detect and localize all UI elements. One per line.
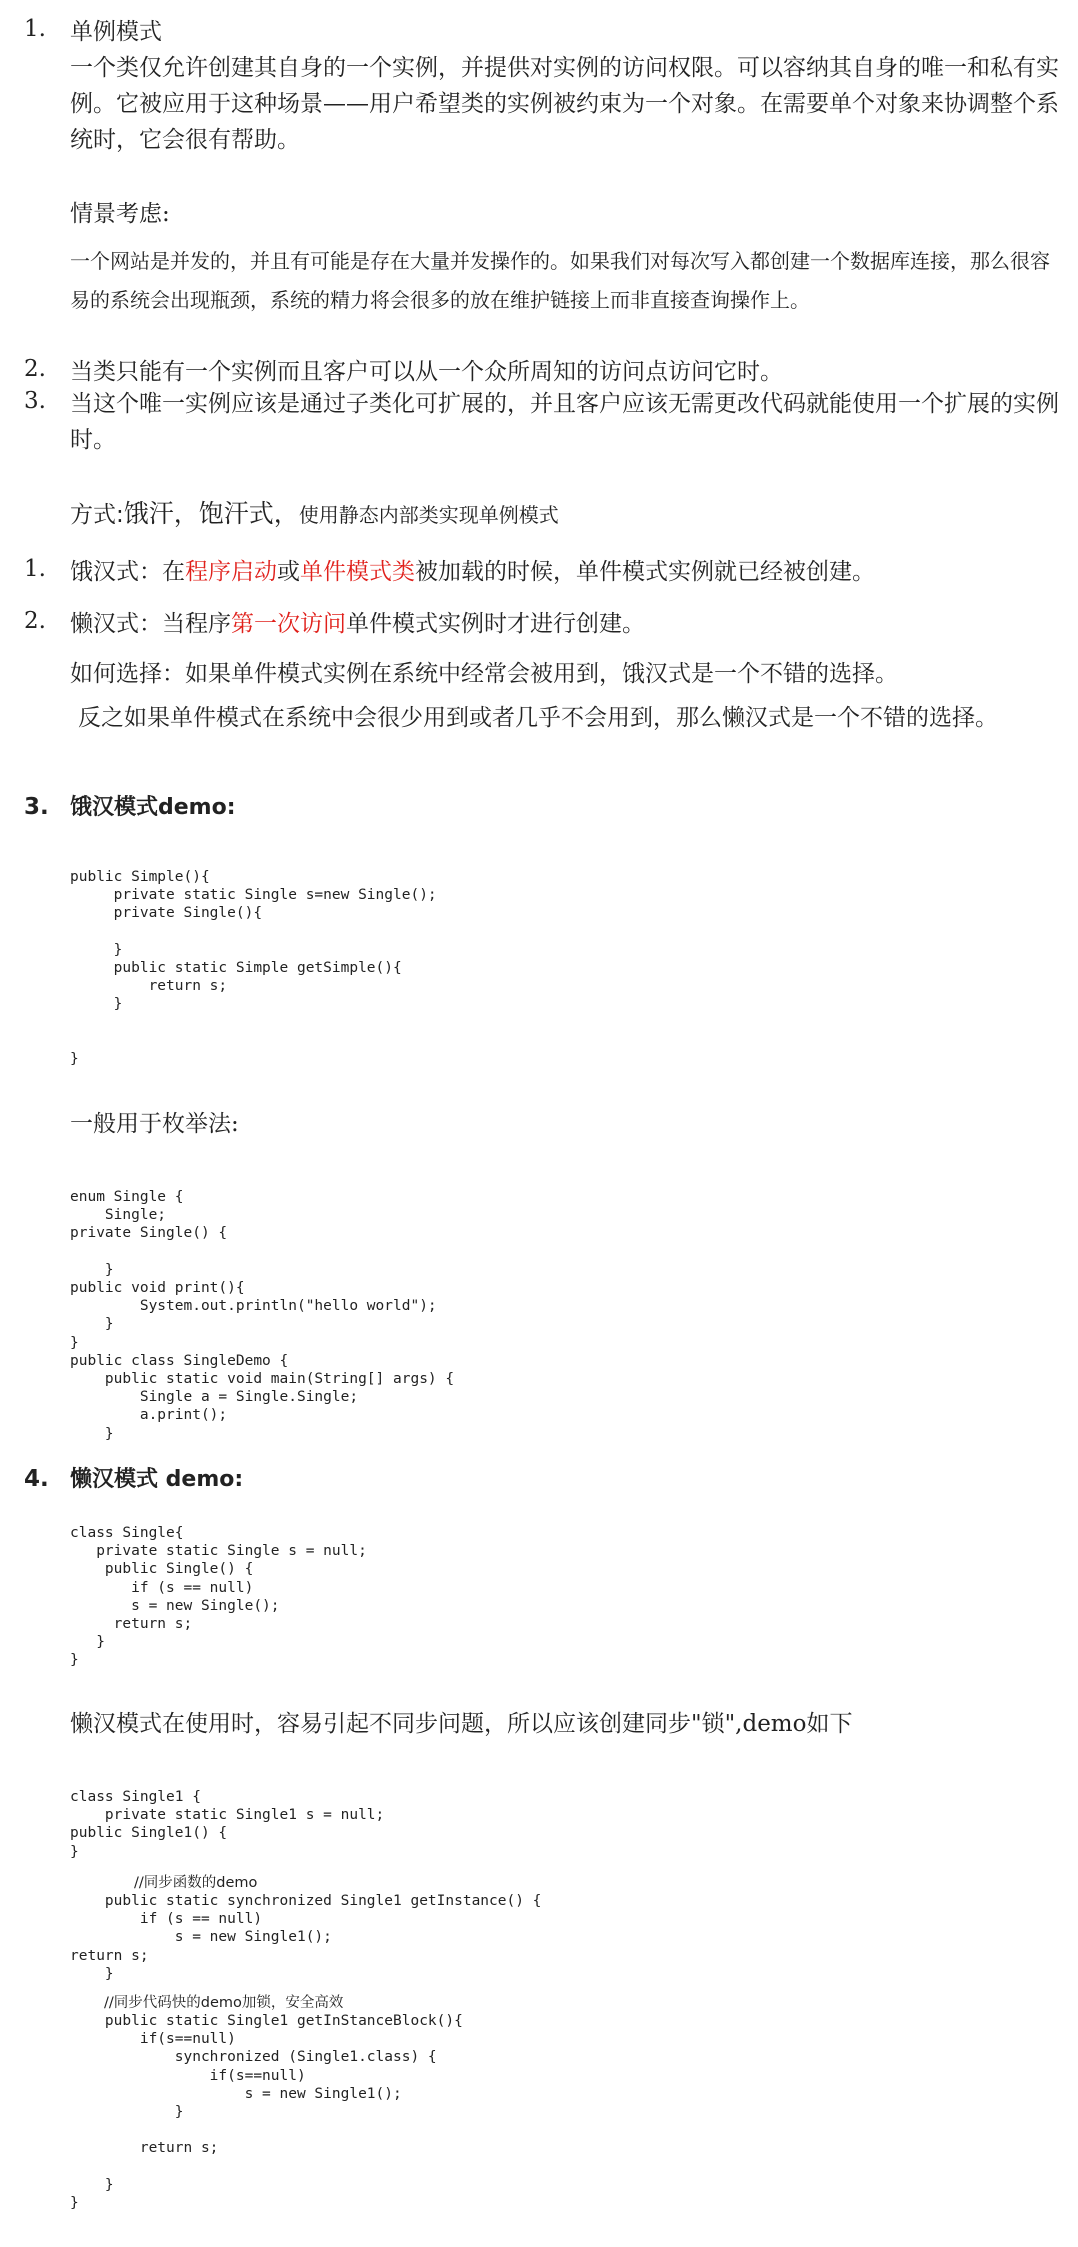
list-number: 3. [24,794,49,820]
code-block-sync-1: class Single1 { private static Single1 s = null; public Single1() { } [70,1789,385,1860]
highlight-text: 单件模式类 [300,559,415,585]
code-block-enum: enum Single { Single; private Single() { } public void print(){ System.out.println("hello world"); } } public class SingleDemo { public static void main(String[] args) { Single a = Single.Single; a.print(); } [70,1189,455,1442]
code-block-lazy: class Single{ private static Single s = null; public Single() { if (s == null) s = new Single(); return s; } } [70,1525,367,1669]
hungry-description [70,554,1060,590]
modes-names: 饿汗，饱汗式， [123,499,299,528]
demo-title: 懒汉模式 demo: [70,1467,244,1492]
modes-suffix: 使用静态内部类实现单例模式 [298,503,559,527]
list-number: 1. [24,16,46,42]
list-number: 1. [24,556,46,582]
lazy-description [70,606,1060,642]
paragraph-usage-2: 当这个唯一实例应该是通过子类化可扩展的，并且客户应该无需更改代码就能使用一个扩展的实例时。 [70,391,1059,453]
scenario-text: 一个网站是并发的，并且有可能是存在大量并发操作的。如果我们对每次写入都创建一个数据库连接，那么很容易的系统会出现瓶颈，系统的精力将会很多的放在维护链接上而非直接查询操作上。 [70,249,1050,312]
modes-line [70,496,559,533]
demo-title: 饿汉模式demo: [70,795,236,820]
sync-description: 懒汉模式在使用时，容易引起不同步问题，所以应该创建同步"锁",demo如下 [70,1711,853,1737]
list-number: 2. [24,356,46,382]
section-title: 单例模式 [70,19,162,45]
list-number: 2. [24,608,46,634]
enum-title: 一般用于枚举法: [70,1111,239,1137]
choose-line-2: 反之如果单件模式在系统中会很少用到或者几乎不会用到，那么懒汉式是一个不错的选择。 [78,705,998,731]
choose-line-1: 如何选择：如果单件模式实例在系统中经常会被用到，饿汉式是一个不错的选择。 [70,661,898,687]
paragraph-description: 一个类仅允许创建其自身的一个实例，并提供对实例的访问权限。可以容纳其自身的唯一和私有实例。它被应用于这种场景——用户希望类的实例被约束为一个对象。在需要单个对象来协调整个系统时，它会很有帮助。 [70,55,1059,153]
text: 饿汉式：在 [70,559,185,585]
code-comment: //同步函数的demo [134,1875,258,1891]
code-block-sync-3: public static Single1 getInStanceBlock(){ if(s==null) synchronized (Single1.class) { if(s==null) s = new Single1(); } return s; } } [70,2013,463,2212]
text: 懒汉式：当程序 [70,611,231,637]
highlight-text: 程序启动 [185,559,277,585]
list-number: 3. [24,388,46,414]
code-block-sync-2: public static synchronized Single1 getInstance() { if (s == null) s = new Single1(); return s; } [70,1893,542,1982]
modes-prefix: 方式: [70,502,124,528]
text: 或 [277,559,300,585]
text: 单件模式实例时才进行创建。 [346,611,645,637]
code-block-hungry: public Simple(){ private static Single s=new Single(); private Single(){ } public static Simple getSimple(){ return s; } } [70,869,437,1068]
code-comment: //同步代码快的demo加锁，安全高效 [104,1995,344,2011]
list-number: 4. [24,1466,49,1492]
paragraph-usage-1: 当类只能有一个实例而且客户可以从一个众所周知的访问点访问它时。 [70,359,783,385]
text: 被加载的时候，单件模式实例就已经被创建。 [415,559,875,585]
scenario-label: 情景考虑: [70,201,170,227]
highlight-text: 第一次访问 [231,611,346,637]
